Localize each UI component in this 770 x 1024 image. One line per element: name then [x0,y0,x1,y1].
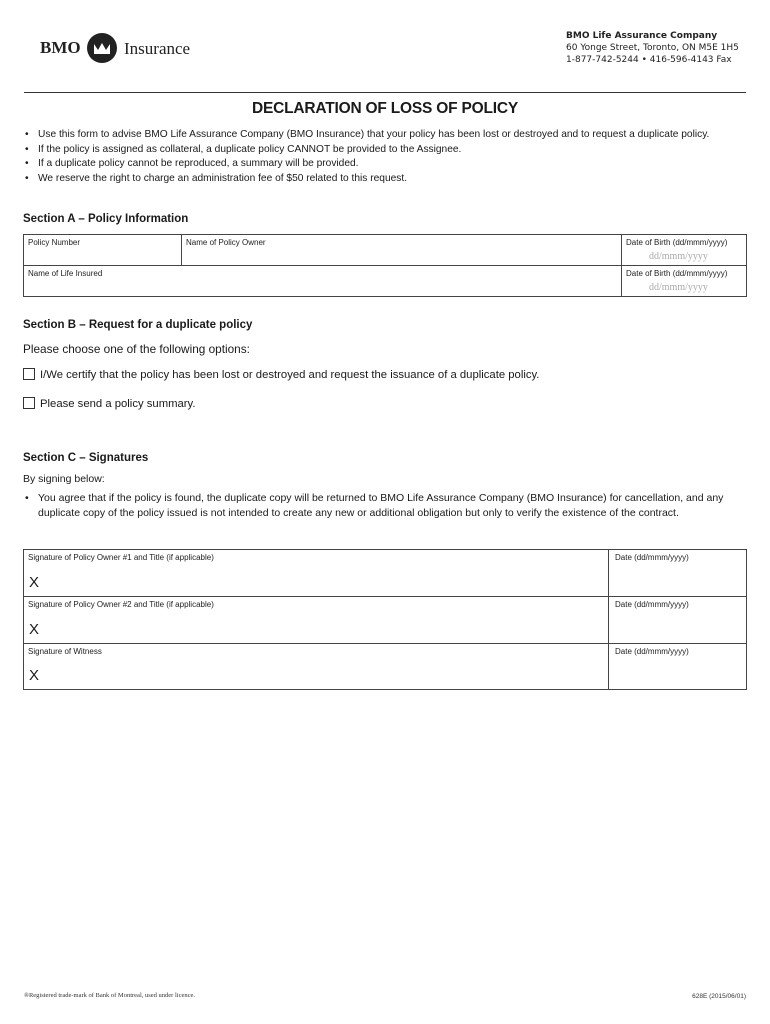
option-2-checkbox[interactable] [23,397,35,409]
option-1-label: I/We certify that the policy has been lost or destroyed and request the issuance of a duplicate policy. [40,369,540,381]
dob-label-1: Date of Birth (dd/mmm/yyyy) [626,238,728,247]
section-b-heading: Section B – Request for a duplicate policy [23,319,253,331]
dob-field-1[interactable] [621,234,747,266]
date-witness-field[interactable] [608,643,747,690]
company-block [566,30,739,66]
page-title: DECLARATION OF LOSS OF POLICY [251,100,519,117]
signature-owner-1-label: Signature of Policy Owner #1 and Title (if applicable) [28,553,214,562]
list-item: • You agree that if the policy is found, the duplicate copy will be returned to BMO Life Assurance Company (BMO Insurance) for cancellation, and any duplicate copy of the policy issued is not intended to create any new or additional obligation but only to verify the existence of the contract. [23,491,749,520]
section-c-bullets [23,491,749,520]
signature-witness-label: Signature of Witness [28,647,102,656]
date-witness-label: Date (dd/mmm/yyyy) [615,647,689,656]
company-address: 60 Yonge Street, Toronto, ON M5E 1H5 [566,43,739,53]
policy-info-table [23,234,747,297]
policy-owner-field[interactable] [181,234,622,266]
dob-placeholder-2: dd/mmm/yyyy [649,282,708,293]
date-owner-2-field[interactable] [608,596,747,644]
intro-bullets [23,128,749,186]
logo-product: Insurance [124,39,191,58]
policy-number-label: Policy Number [28,238,81,247]
policy-number-field[interactable] [23,234,182,266]
life-insured-label: Name of Life Insured [28,269,103,278]
company-name: BMO Life Assurance Company [566,31,718,41]
header-rule [24,92,746,93]
section-a-heading: Section A – Policy Information [23,213,189,225]
form-code: 628E (2015/06/01) [692,993,746,1000]
list-item: • If a duplicate policy cannot be reproduced, a summary will be provided. [23,157,749,172]
list-item: • Use this form to advise BMO Life Assurance Company (BMO Insurance) that your policy has been lost or destroyed and to request a duplicate policy. [23,128,749,143]
date-owner-1-label: Date (dd/mmm/yyyy) [615,553,689,562]
dob-placeholder-1: dd/mmm/yyyy [649,251,708,262]
option-1-checkbox[interactable] [23,368,35,380]
option-2-label: Please send a policy summary. [40,398,196,410]
signature-owner-1-field[interactable] [23,549,609,597]
date-owner-1-field[interactable] [608,549,747,597]
dob-label-2: Date of Birth (dd/mmm/yyyy) [626,269,728,278]
trademark-note: ®Registered trade-mark of Bank of Montreal, used under licence. [24,992,195,999]
life-insured-field[interactable] [23,265,622,297]
list-item: • If the policy is assigned as collateral, a duplicate policy CANNOT be provided to the Assignee. [23,143,749,158]
signature-owner-2-label: Signature of Policy Owner #2 and Title (if applicable) [28,600,214,609]
signature-x-mark: X [29,667,40,684]
signature-witness-field[interactable] [23,643,609,690]
policy-owner-label: Name of Policy Owner [186,238,266,247]
dob-field-2[interactable] [621,265,747,297]
section-b-prompt: Please choose one of the following options: [23,342,250,356]
signature-x-mark: X [29,574,40,591]
company-phone: 1-877-742-5244 • 416-596-4143 Fax [566,55,732,65]
by-signing-text: By signing below: [23,473,105,485]
logo-word: BMO [40,38,81,57]
section-c-heading: Section C – Signatures [23,452,149,464]
date-owner-2-label: Date (dd/mmm/yyyy) [615,600,689,609]
list-item: • We reserve the right to charge an administration fee of $50 related to this request. [23,172,749,187]
signature-x-mark: X [29,621,40,638]
signature-owner-2-field[interactable] [23,596,609,644]
signature-table [23,549,747,690]
bmo-roundel-icon [87,33,117,63]
